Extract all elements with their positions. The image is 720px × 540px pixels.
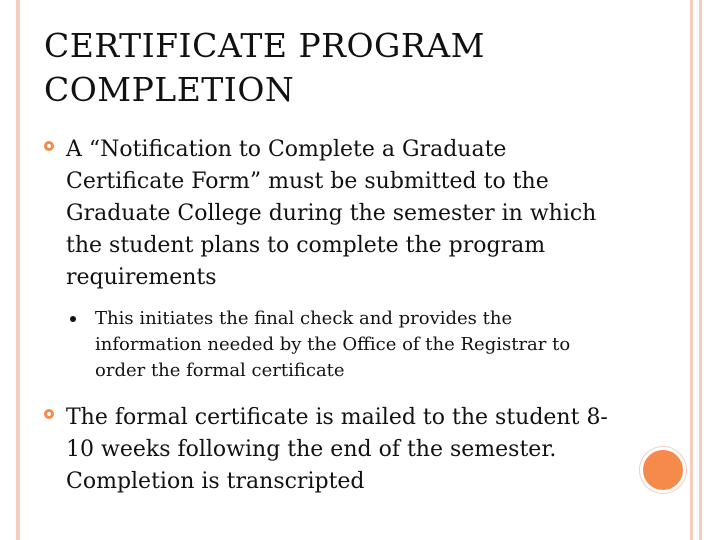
left-frame-line bbox=[16, 0, 20, 540]
sub-bullet-text: This initiates the final check and provides the information needed by the Office of the Registrar to order the formal certificate bbox=[95, 308, 571, 381]
bullet-item-2 bbox=[44, 402, 644, 498]
right-frame-line-outer bbox=[690, 0, 693, 540]
decorative-circle bbox=[640, 447, 686, 493]
right-frame-line-inner bbox=[699, 0, 702, 540]
bullet-text: The formal certificate is mailed to the student 8-10 weeks following the end of the semester. Completion is transcripted bbox=[66, 405, 608, 494]
ring-bullet-icon bbox=[44, 409, 54, 419]
dot-bullet-icon bbox=[70, 316, 76, 322]
bullet-text: A “Notification to Complete a Graduate Certificate Form” must be submitted to the Graduate College during the semester in which the student plans to complete the program requirements bbox=[66, 137, 597, 290]
sub-bullet-item-1 bbox=[70, 306, 630, 384]
slide-title: CERTIFICATE PROGRAM COMPLETION bbox=[44, 26, 485, 109]
ring-bullet-icon bbox=[44, 141, 54, 151]
bullet-item-1 bbox=[44, 134, 644, 294]
